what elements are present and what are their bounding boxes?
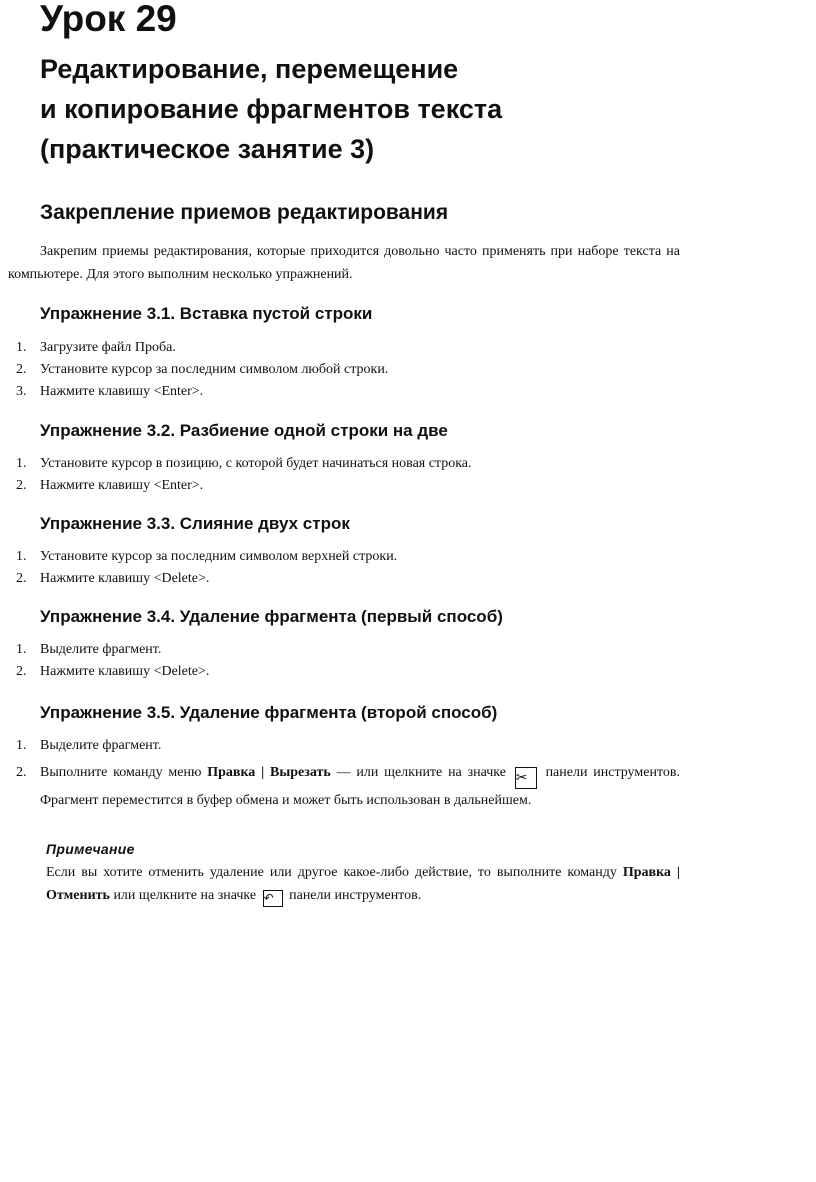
- menu-command: Правка | Отменить: [46, 865, 680, 903]
- list-item: [0, 381, 680, 403]
- step-text-after: панели инструментов. Фрагмент переместится в буфер обмена и может быть использован в дальнейшем.: [40, 765, 680, 808]
- step-number: 2.: [16, 664, 27, 679]
- list-item: [0, 359, 680, 381]
- undo-icon: ↶: [263, 890, 283, 907]
- lesson-title-line-1: Редактирование, перемещение: [40, 54, 459, 84]
- exercise-heading: Упражнение 3.1. Вставка пустой строки: [40, 304, 373, 323]
- list-item: [0, 568, 680, 590]
- step-number: 2.: [16, 478, 27, 493]
- step-text: Нажмите клавишу <Delete>.: [40, 571, 210, 586]
- list-item: [0, 475, 680, 497]
- step-text: Выделите фрагмент.: [40, 642, 162, 657]
- exercise-heading: Упражнение 3.2. Разбиение одной строки на две: [40, 421, 448, 440]
- exercise-heading: Упражнение 3.5. Удаление фрагмента (второй способ): [40, 703, 498, 722]
- lesson-number: Урок 29: [40, 0, 177, 39]
- note-text-after: панели инструментов.: [285, 888, 422, 903]
- list-item: [0, 453, 680, 475]
- note-heading: Примечание: [46, 841, 135, 857]
- step-text: Нажмите клавишу <Enter>.: [40, 384, 204, 399]
- intro-paragraph: [8, 240, 680, 286]
- list-item: [0, 661, 680, 683]
- section-heading: Закрепление приемов редактирования: [40, 201, 449, 224]
- list-item: [0, 735, 680, 757]
- step-number: 1.: [16, 549, 27, 564]
- exercise-heading: Упражнение 3.3. Слияние двух строк: [40, 514, 350, 533]
- step-number: 3.: [16, 384, 27, 399]
- list-item: [0, 546, 680, 568]
- note-text-middle: или щелкните на значке: [109, 888, 260, 903]
- exercise-steps-list: [0, 546, 680, 590]
- intro-text: Закрепим приемы редактирования, которые приходится довольно часто применять при наборе текста на компьютере. Для этого выполним несколько упражнений.: [8, 244, 680, 282]
- list-item: [0, 337, 680, 359]
- exercise-steps-list: [0, 735, 680, 813]
- note-text: [46, 861, 680, 907]
- scissors-icon: ✂: [515, 767, 537, 789]
- lesson-title-line-3: (практическое занятие 3): [40, 134, 375, 164]
- step-number: 2.: [16, 571, 27, 586]
- lesson-title-line-2: и копирование фрагментов текста: [40, 94, 503, 124]
- step-text-middle: — или щелкните на значке: [330, 765, 512, 780]
- step-text: Установите курсор за последним символом верхней строки.: [40, 549, 398, 564]
- step-text: Нажмите клавишу <Delete>.: [40, 664, 210, 679]
- step-number: 2.: [16, 765, 27, 780]
- step-number: 1.: [16, 456, 27, 471]
- step-number: 1.: [16, 340, 27, 355]
- step-number: 2.: [16, 362, 27, 377]
- list-item: [0, 639, 680, 661]
- step-number: 1.: [16, 642, 27, 657]
- exercise-steps-list: [0, 337, 680, 403]
- step-text: Установите курсор в позицию, с которой будет начинаться новая строка.: [40, 456, 472, 471]
- list-item: [0, 761, 680, 813]
- exercise-heading: Упражнение 3.4. Удаление фрагмента (первый способ): [40, 607, 503, 626]
- exercise-steps-list: [0, 453, 680, 497]
- step-text-before: Выполните команду меню: [40, 765, 208, 780]
- step-text: Установите курсор за последним символом любой строки.: [40, 362, 389, 377]
- step-text: Загрузите файл Проба.: [40, 340, 176, 355]
- step-number: 1.: [16, 738, 27, 753]
- step-text: Нажмите клавишу <Enter>.: [40, 478, 204, 493]
- step-text: Выделите фрагмент.: [40, 738, 162, 753]
- menu-command: Правка | Вырезать: [207, 765, 331, 780]
- note-block: [46, 839, 680, 907]
- exercise-steps-list: [0, 639, 680, 683]
- note-text-before: Если вы хотите отменить удаление или другое какое-либо действие, то выполните команду: [46, 865, 623, 880]
